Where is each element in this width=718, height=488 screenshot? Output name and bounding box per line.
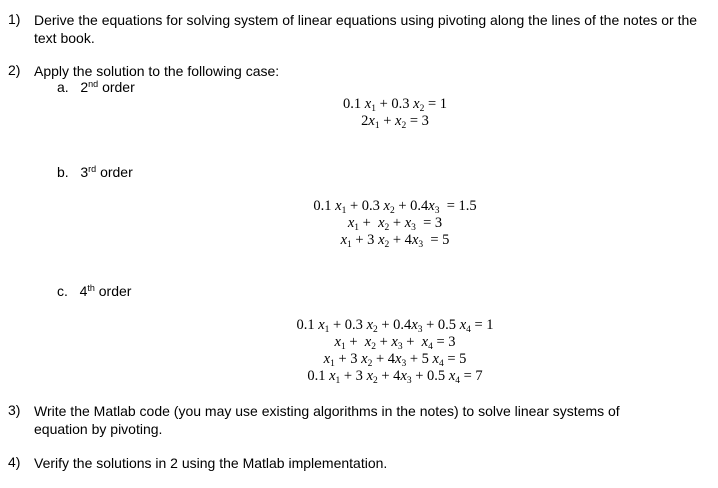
question-4-number: 4)	[8, 454, 21, 470]
equation-line: $2x_1 + x_2 = 3$	[361, 113, 429, 131]
question-1-text: Derive the equations for solving system of linear equations using pivoting along the lines of the notes or the text book.	[34, 12, 698, 46]
subitem-a-word: order	[102, 79, 135, 95]
equations-3rd-order	[0, 198, 718, 249]
equations-4th-order	[0, 317, 718, 385]
question-2-text: Apply the solution to the following case:	[34, 63, 280, 79]
question-2-number: 2)	[8, 62, 21, 78]
equation-line: 0.1 $x_1 + 3$ $x_2 + 4x_3 + 0.5$ $x_4 = 7$	[307, 368, 483, 386]
subitem-a-label	[57, 79, 135, 95]
question-3-text: Write the Matlab code (you may use existing algorithms in the notes) to solve linear systems of equation by pivoting.	[34, 403, 620, 437]
subitem-b-letter: b.	[57, 164, 69, 180]
equation-line: $x_1 + 3$ $x_2 + 4x_3 = 5$	[340, 232, 450, 250]
equation-line: 0.1 $x_1 + 0.3$ $x_2 + 0.4x_3 + 0.5$ $x_4 = 1$	[296, 317, 494, 335]
equation-line: 0.1 $x_1 + 0.3$ $x_2 + 0.4x_3 = 1.5$	[313, 198, 477, 216]
subitem-c-letter: c.	[57, 283, 68, 299]
subitem-b-label	[57, 164, 133, 180]
equation-line: $x_1 + x_2 + x_3 + x_4 = 3$	[334, 334, 456, 352]
subitem-c-label	[57, 283, 131, 299]
subitem-a-ordinal: 2	[80, 79, 89, 95]
equations-2nd-order	[0, 96, 718, 130]
equation-line: $x_1 + x_2 + x_3 = 3$	[347, 215, 443, 233]
subitem-b-word: order	[100, 164, 133, 180]
subitem-a-letter: a.	[57, 79, 69, 95]
subitem-c-ordinal: 4	[79, 283, 88, 299]
question-3-number: 3)	[8, 402, 21, 418]
equation-line: 0.1 $x_1 + 0.3$ $x_2 = 1$	[343, 96, 447, 114]
subitem-a-suffix: nd	[88, 79, 99, 89]
question-1-number: 1)	[8, 11, 21, 27]
subitem-b-ordinal: 3	[80, 164, 89, 180]
question-4-text: Verify the solutions in 2 using the Matlab implementation.	[34, 455, 388, 471]
subitem-b-suffix: rd	[88, 164, 97, 174]
subitem-c-suffix: th	[87, 283, 95, 293]
equation-line: $x_1 + 3$ $x_2 + 4x_3 + 5$ $x_4 = 5$	[323, 351, 467, 369]
subitem-c-word: order	[98, 283, 132, 299]
